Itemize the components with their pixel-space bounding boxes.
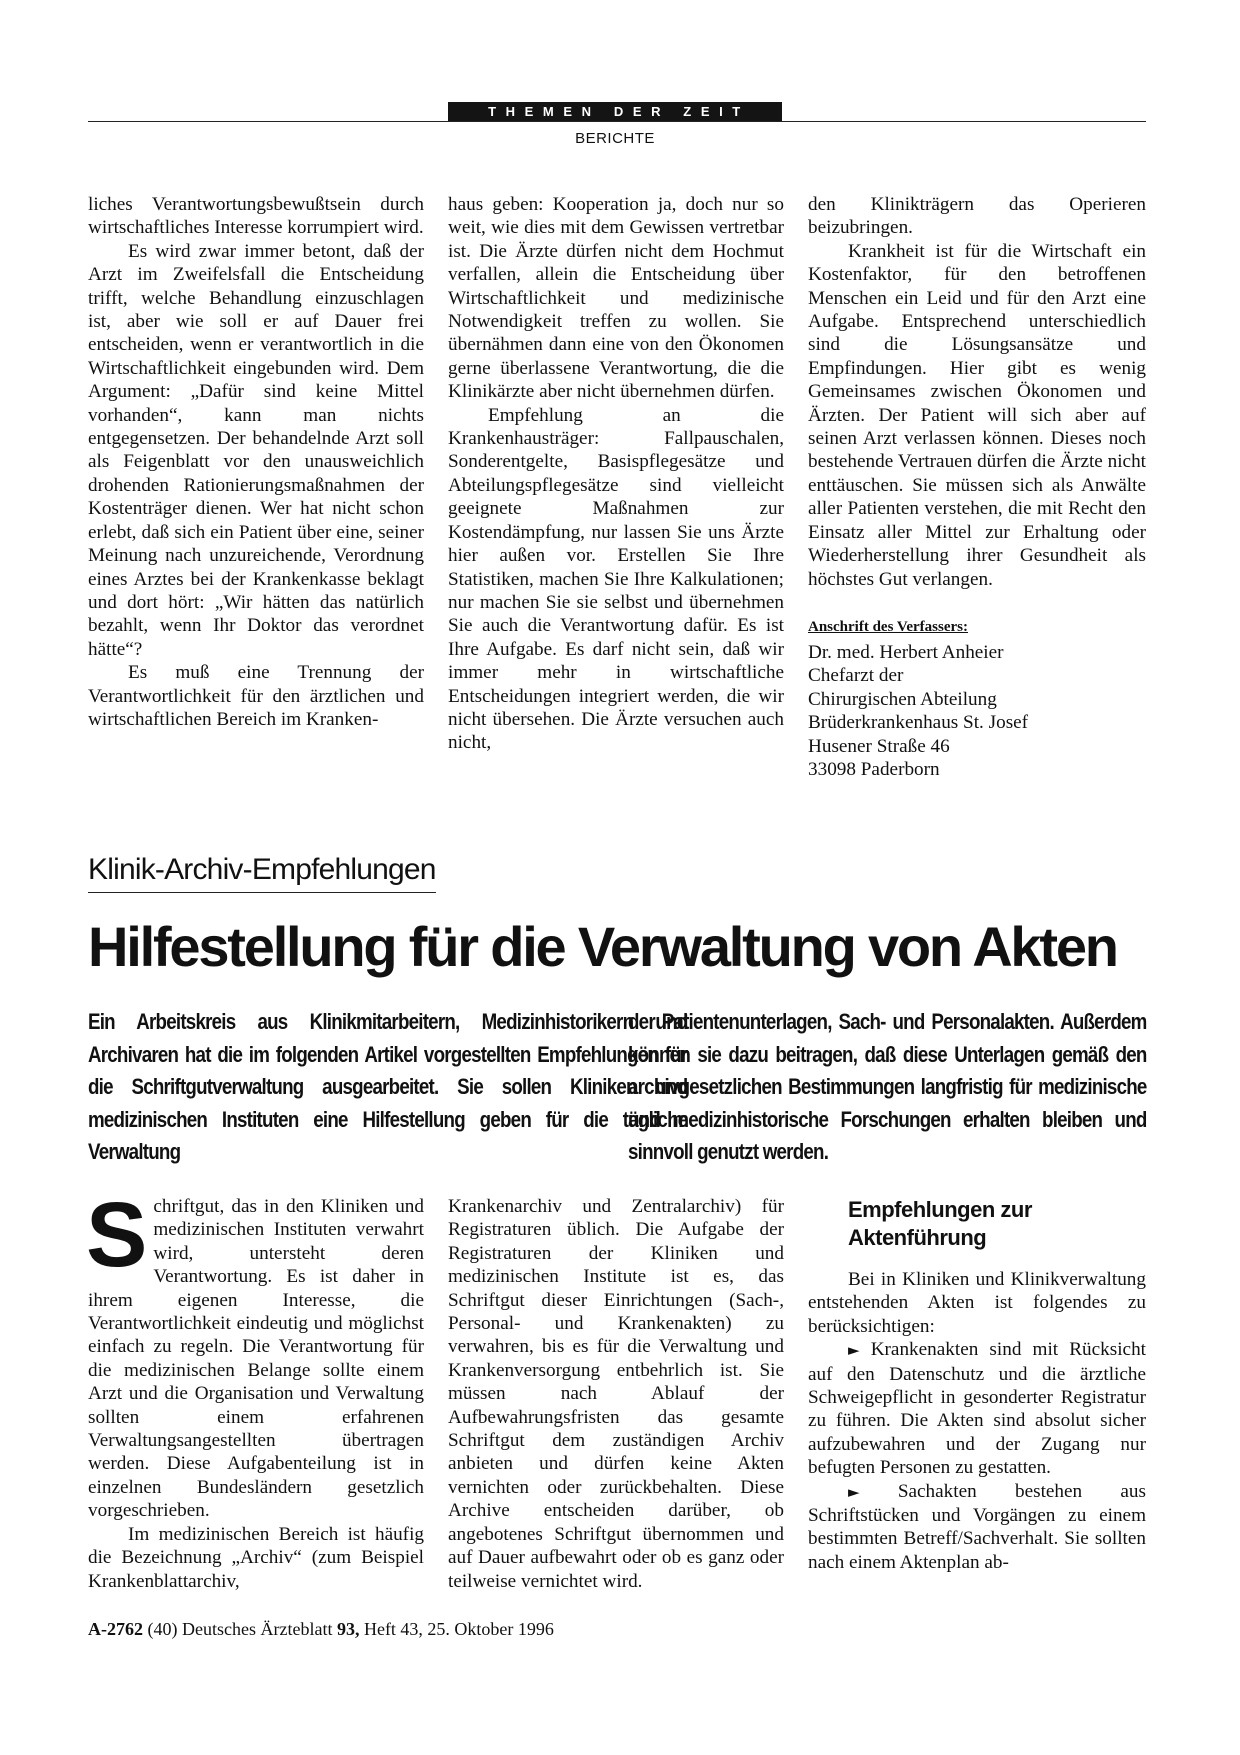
section-label: THEMEN DER ZEIT — [448, 102, 782, 121]
paragraph: Es muß eine Trennung der Verantwortlichkeit für den ärztlichen und wirtschaftlichen Bereich im Kranken- — [88, 662, 424, 730]
page-code: A-2762 — [88, 1619, 143, 1639]
article-headline: Hilfestellung für die Verwaltung von Akten — [88, 915, 1117, 978]
paragraph: Bei in Kliniken und Klinikverwaltung entstehenden Akten ist folgendes zu berücksichtigen: — [808, 1269, 1146, 1337]
page-footer — [88, 1619, 554, 1640]
article-column-1 — [86, 1184, 424, 1593]
bullet-paragraph — [808, 1338, 1146, 1479]
paragraph-text: chriftgut, das in den Kliniken und medizinischen Instituten verwahrt wird, untersteht deren Verantwortung. Es ist daher in ihrem eigenen Interesse, die Verantwortlichkeit eindeutig und möglichst einfach zu regeln. Die Verantwortung für die medizinischen Belange sollte einem Arzt und die Organisation und Verwaltung sollten einem erfahrenen Verwaltungsangestellten übertragen werden. Diese Aufgabenteilung ist in einzelnen Bundesländern gesetzlich vorgeschrieben. — [88, 1196, 424, 1522]
address-line: Brüderkrankenhaus St. Josef — [808, 712, 1029, 734]
page-number: (40) — [147, 1619, 178, 1639]
volume-number: 93, — [336, 1619, 360, 1639]
article-column-2 — [448, 1195, 784, 1593]
subheading-line: Aktenführung — [848, 1225, 987, 1250]
article-lead-part-2: der Patientenunterlagen, Sach- und Personalakten. Außerdem können sie dazu beitragen, daß diese Unterlagen gemäß den archivgesetzlichen Bestimmungen langfristig für medizinische und medizinhistorische Forschungen erhalten bleiben und sinnvoll genutzt werden. — [628, 1009, 1147, 1164]
address-line: Chefarzt der — [808, 665, 904, 687]
subsection-label: BERICHTE — [575, 130, 655, 147]
issue-info: Heft 43, 25. Oktober 1996 — [363, 1619, 554, 1639]
article-lead-part-1: Ein Arbeitskreis aus Klinikmitarbeitern, Medizinhistorikern und Archivaren hat die im folgenden Artikel vorgestellten Empfehlungen für die Schriftgutverwaltung ausgearbeitet. Sie sollen Kliniken und medizinischen Instituten eine Hilfestellung geben für die tägliche Verwaltung — [88, 1009, 688, 1164]
paragraph: Krankheit ist für die Wirtschaft ein Kostenfaktor, für den betroffenen Menschen ein Leid und für den Arzt eine Aufgabe. Entsprechend unterschiedlich sind die Lösungsansätze und Empfindungen. Hier gibt es wenig Gemeinsames zwischen Ökonomen und Ärzten. Der Patient will sich aber auf seinen Arzt verlassen können. Dieses noch bestehende Vertrauen dürfen die Ärzte nicht enttäuschen. Sie müssen sich als Anwälte aller Patienten verstehen, die mit Recht den Einsatz aller Mittel zur Erhaltung oder Wiederherstellung ihrer Gesundheit als höchstes Gut verlangen. — [808, 240, 1146, 590]
bullet-triangle-icon: ► — [848, 1482, 860, 1501]
bullet-triangle-icon: ► — [848, 1341, 860, 1360]
paragraph: Im medizinischen Bereich ist häufig die Bezeichnung „Archiv“ (zum Beispiel Krankenblattarchiv, — [88, 1523, 424, 1592]
header-rule — [88, 121, 1146, 122]
address-line: Chirurgischen Abteilung — [808, 688, 997, 710]
journal-name: Deutsches Ärzteblatt — [182, 1619, 333, 1639]
paragraph: Krankenarchiv und Zentralarchiv) für Registraturen üblich. Die Aufgabe der Registraturen der Kliniken und medizinischen Institute ist es, das Schriftgut dieser Einrichtungen (Sach-, Personal- und Krankenakten) zu verwahren, bis es für die Verwaltung und Krankenversorgung entbehrlich ist. Sie müssen nach Ablauf der Aufbewahrungsfristen das gesamte Schriftgut dem zuständigen Archiv anbieten und dürfen keine Akten vernichten oder zurückbehalten. Diese Archive entscheiden darüber, ob angebotenes Schriftgut übernommen und auf Dauer aufbewahrt oder ob es ganz oder teilweise vernichtet wird. — [448, 1196, 784, 1592]
paragraph: den Klinikträgern das Operieren beizubringen. — [808, 194, 1146, 239]
paragraph: Es wird zwar immer betont, daß der Arzt im Zweifelsfall die Entscheidung trifft, welche Behandlung einzuschlagen ist, aber wie soll er auf Dauer frei entscheiden, wenn er verantwortlich in die Wirtschaftlichkeit eingebunden wird. Dem Argument: „Dafür sind keine Mittel vorhanden“, kann man nichts entgegensetzen. Der behandelnde Arzt soll als Feigenblatt vor den unausweichlich drohenden Rationierungsmaßnahmen der Kostenträger dienen. Wer hat nicht schon erlebt, daß sich ein Patient über eine, seiner Meinung nach unzureichende, Verordnung eines Arztes bei der Krankenkasse beklagt und dort hört: „Wir hätten das natürlich bezahlt, wenn Ihr Doktor das verordnet hätte“? — [88, 240, 424, 660]
paragraph — [86, 1184, 424, 1523]
address-heading: Anschrift des Verfassers: — [808, 618, 968, 635]
drop-cap: S — [86, 1184, 148, 1286]
article-column-3 — [808, 1196, 1146, 1574]
section-subheading — [808, 1196, 1146, 1252]
bullet-paragraph — [808, 1480, 1146, 1575]
top-column-3 — [808, 193, 1146, 781]
address-line: 33098 Paderborn — [808, 758, 940, 780]
paragraph-text: Krankenakten sind mit Rücksicht auf den Datenschutz und die ärztliche Schweigepflicht in gesonderter Registratur zu führen. Die Akten sind absolut sicher aufzubewahren und der Zugang nur befugten Personen zu gestatten. — [808, 1339, 1146, 1479]
top-column-1 — [88, 193, 424, 731]
paragraph-text: Sachakten bestehen aus Schriftstücken und Vorgängen zu einem bestimmten Betreff/Sachverhalt. Sie sollten nach einem Aktenplan ab- — [808, 1480, 1146, 1573]
top-column-2 — [448, 193, 784, 755]
address-line: Dr. med. Herbert Anheier — [808, 641, 1004, 663]
paragraph: Empfehlung an die Krankenhausträger: Fallpauschalen, Sonderentgelte, Basispflegesätze und Abteilungspflegesätze sind vielleicht geeignete Maßnahmen zur Kostendämpfung, nur lassen Sie uns Ärzte hier außen vor. Erstellen Sie Ihre Statistiken, machen Sie Ihre Kalkulationen; nur machen Sie sie selbst und übernehmen Sie auch die Verantwortung dafür. Es ist Ihre Aufgabe. Es darf nicht sein, daß wir immer mehr in wirtschaftliche Entscheidungen integriert werden, die wir nicht übersehen. Die Ärzte versuchen auch nicht, — [448, 404, 784, 754]
article-kicker: Klinik-Archiv-Empfehlungen — [88, 852, 436, 893]
subheading-line: Empfehlungen zur — [848, 1197, 1032, 1222]
paragraph: liches Verantwortungsbewußtsein durch wirtschaftliches Interesse korrumpiert wird. — [88, 194, 424, 239]
address-line: Husener Straße 46 — [808, 735, 950, 757]
paragraph: haus geben: Kooperation ja, doch nur so weit, wie dies mit dem Gewissen vertretbar ist. Die Ärzte dürfen nicht dem Hochmut verfallen, allein die Entscheidung über Wirtschaftlichkeit und medizinische Notwendigkeit treffen zu wollen. Sie übernähmen dann eine von den Ökonomen gerne überlassene Verantwortung, die die Klinikärzte aber nicht übernehmen dürfen. — [448, 194, 784, 403]
